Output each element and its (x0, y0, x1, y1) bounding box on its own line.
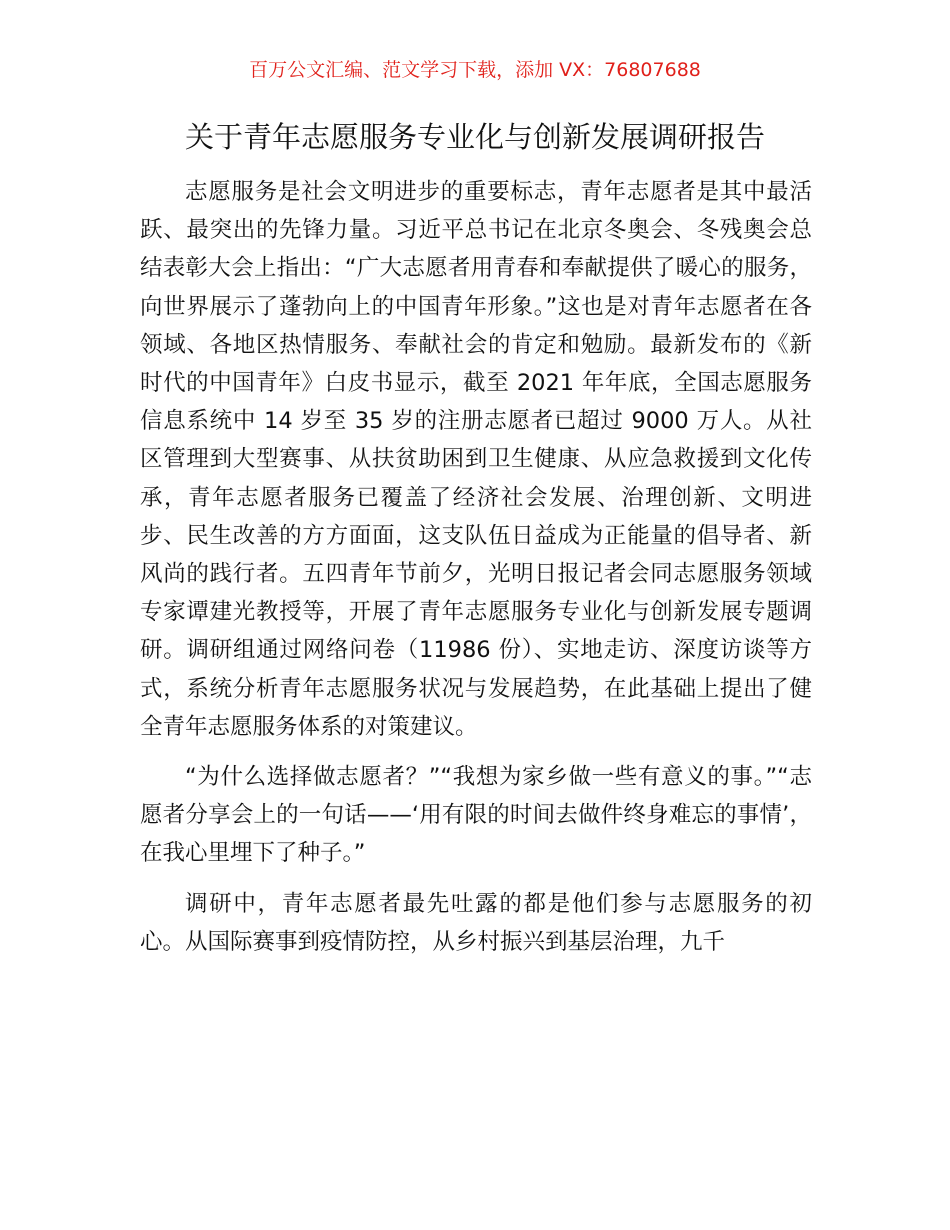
paragraph: 调研中，青年志愿者最先吐露的都是他们参与志愿服务的初心。从国际赛事到疫情防控，从乡村振兴到基层治理，九千 (140, 890, 812, 955)
document-body (140, 173, 812, 973)
paragraph: “为什么选择做志愿者？”“我想为家乡做一些有意义的事。”“志愿者分享会上的一句话——‘用有限的时间去做件终身难忘的事情’，在我心里埋下了种子。” (140, 764, 812, 867)
paragraph: 志愿服务是社会文明进步的重要标志，青年志愿者是其中最活跃、最突出的先锋力量。习近平总书记在北京冬奥会、冬残奥会总结表彰大会上指出：“广大志愿者用青春和奉献提供了暖心的服务，向世界展示了蓬勃向上的中国青年形象。”这也是对青年志愿者在各领域、各地区热情服务、奉献社会的肯定和勉励。最新发布的《新时代的中国青年》白皮书显示，截至 2021 年年底，全国志愿服务信息系统中 14 岁至 35 岁的注册志愿者已超过 9000 万人。从社区管理到大型赛事、从扶贫助困到卫生健康、从应急救援到文化传承，青年志愿者服务已覆盖了经济社会发展、治理创新、文明进步、民生改善的方方面面，这支队伍日益成为正能量的倡导者、新风尚的践行者。五四青年节前夕，光明日报记者会同志愿服务领域专家谭建光教授等，开展了青年志愿服务专业化与创新发展专题调研。调研组通过网络问卷（11986 份）、实地走访、深度访谈等方式，系统分析青年志愿服务状况与发展趋势，在此基础上提出了健全青年志愿服务体系的对策建议。 (140, 179, 812, 740)
document-title: 关于青年志愿服务专业化与创新发展调研报告 (184, 120, 765, 154)
watermark-header: 百万公文汇编、范文学习下载，添加 VX：76807688 (249, 59, 701, 81)
